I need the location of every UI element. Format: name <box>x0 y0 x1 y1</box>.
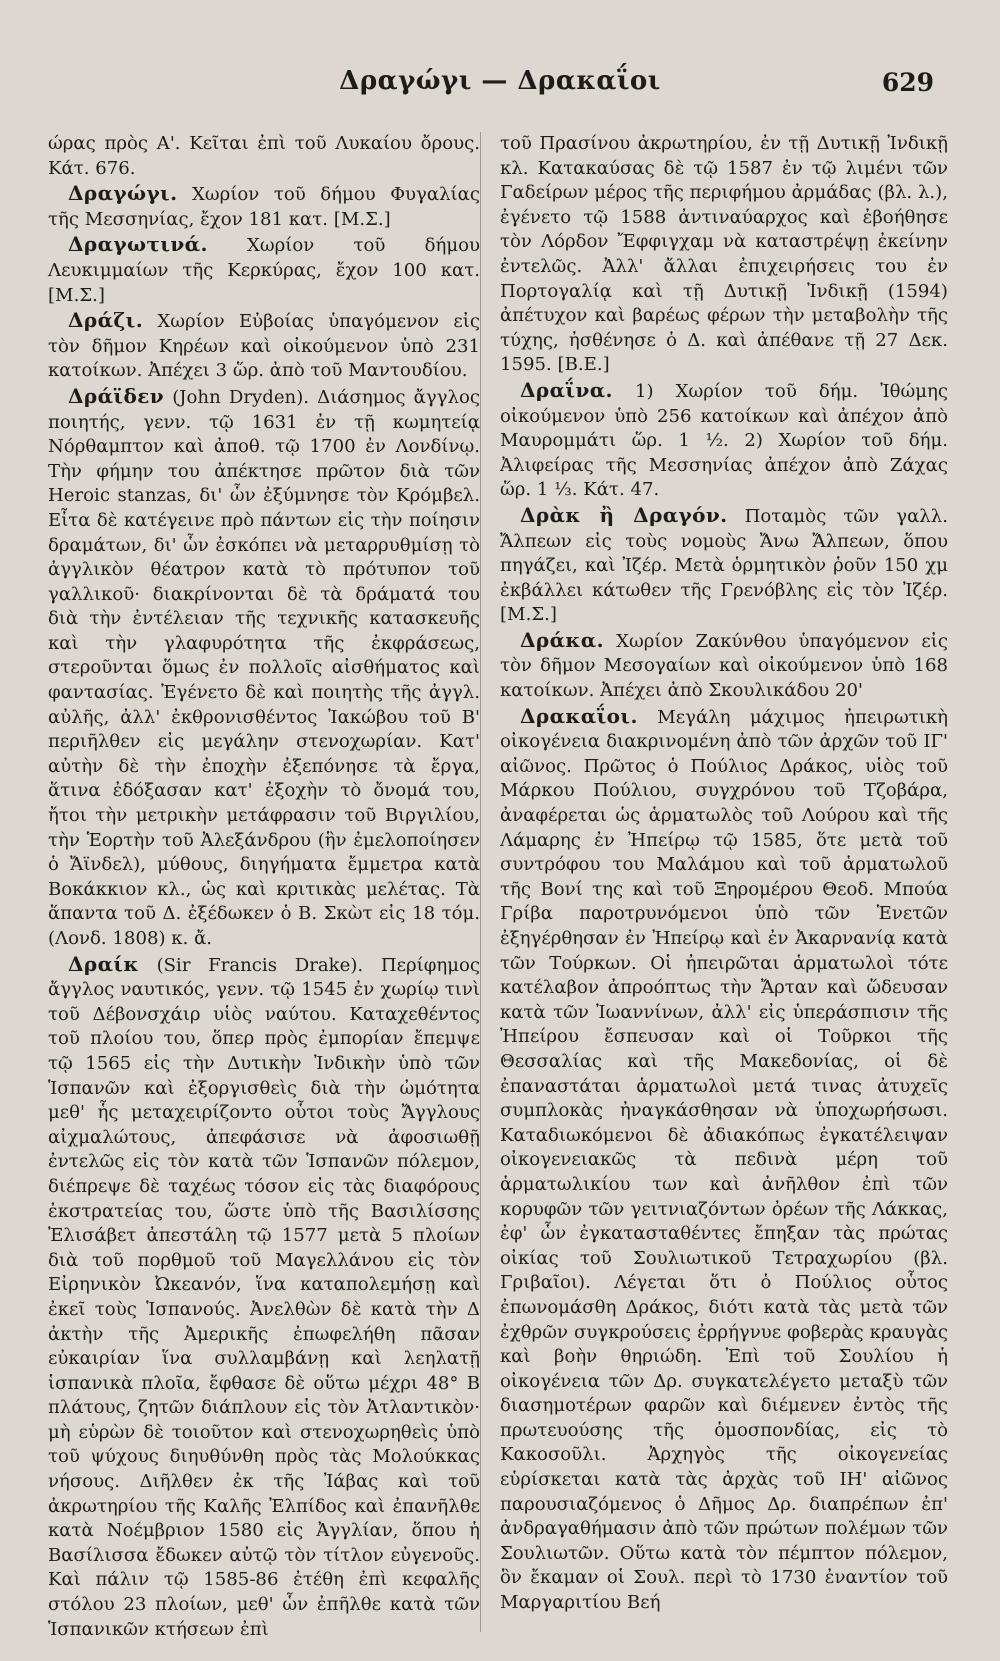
entry-text: 1) Χωρίον τοῦ δήμ. Ἰθώμης οἰκούμενον ὑπὸ 256 κατοίκων καὶ ἀπέχον ἀπὸ Μαυρομμάτι ὥρ. 1 ½. 2) Χωρίον τοῦ δήμ. Ἀλιφείρας τῆς Μεσσηνίας ἀπέχον ἀπὸ Ζάχας ὥρ. 1 ⅓. Κάτ. 47. <box>500 380 948 501</box>
entry <box>48 181 480 232</box>
entry <box>48 384 480 952</box>
page-number: 629 <box>881 68 934 97</box>
entry <box>48 308 480 384</box>
entry-headword: Δράϊδεν <box>68 383 165 408</box>
entry <box>500 704 948 1616</box>
entry <box>500 503 948 628</box>
entry-text: Χωρίον Ζακύνθου ὑπαγόμενον εἰς τὸν δῆμον Μεσογαίων καὶ οἰκούμενον ὑπὸ 168 κατοίκων. Ἀπέχει ἀπὸ Σκουλικάδου 20' <box>500 630 948 702</box>
entry-headword: Δρακαΐοι. <box>520 703 638 728</box>
entry-text: Ποταμὸς τῶν γαλλ. Ἄλπεων εἰς τοὺς νομοὺς Ἄνω Ἄλπεων, ὅπου πηγάζει, καὶ Ἰζέρ. Μετὰ ὁρμητικὸν ῥοῦν 150 χμ ἐκβάλλει κάτωθεν τῆς Γρενόβλης εἰς τὸν Ἰζέρ. [Μ.Σ.] <box>500 505 948 626</box>
entry-text: (Sir Francis Drake). Περίφημος ἄγγλος ναυτικός, γενν. τῷ 1545 ἐν χωρίῳ τινὶ τοῦ Δέβονσχάιρ υἱὸς ναύτου. Καταχεθέντος τοῦ πλοίου του, ὅπερ πρὸς ἐμπορίαν ἔπεμψε τῷ 1565 εἰς τὴν Δυτικὴν Ἰνδικὴν ὑπὸ τῶν Ἱσπανῶν καὶ ἐξοργισθεὶς διὰ τὴν ὠμότητα μεθ' ἧς μεταχειρίζοντο οὗτοι τοὺς Ἄγγλους αἰχμαλώτους, ἀπεφάσισε νὰ ἀφοσιωθῇ ἐντελῶς εἰς τὸν κατὰ τῶν Ἱσπανῶν πόλεμον, διέπρεψε δὲ ταχέως τόσον εἰς τὰς διαφόρους ἐκστρατείας του, ὥστε ὑπὸ τῆς Βασιλίσσης Ἐλισάβετ ἀπεστάλη τῷ 1577 μετὰ 5 πλοίων διὰ τοῦ πορθμοῦ τοῦ Μαγελλάνου εἰς τὸν Εἰρηνικὸν Ὠκεανόν, ἵνα καταπολεμήσῃ καὶ ἐκεῖ τοὺς Ἱσπανούς. Ἀνελθὼν δὲ κατὰ τὴν Δ ἀκτὴν τῆς Ἀμερικῆς ἐπωφελήθη πᾶσαν εὐκαιρίαν ἵνα συλλαμβάνῃ καὶ λεηλατῇ ἱσπανικὰ πλοῖα, ἔφθασε δὲ οὕτω μέχρι 48° Β πλάτους, ζητῶν διάπλουν εἰς τὸν Ἀτλαντικὸν· μὴ εὑρὼν δὲ τοιοῦτον καὶ στενοχωρηθεὶς ὑπὸ τοῦ ψύχους διηυθύνθη πρὸς τὰς Μολούκκας νήσους. Διῆλθεν ἐκ τῆς Ἰάβας καὶ τοῦ ἀκρωτηρίου τῆς Καλῆς Ἐλπίδος καὶ ἐπανῆλθε κατὰ Νοέμβριον 1580 εἰς Ἀγγλίαν, ὅπου ἡ Βασίλισσα ἔδωκεν αὐτῷ τὸν τίτλον εὐγενοῦς. Καὶ πάλιν τῷ 1585-86 ἐτέθη ἐπὶ κεφαλῆς στόλου 23 πλοίων, μεθ' ὧν ἐπῆλθε κατὰ τῶν Ἱσπανικῶν κτήσεων ἐπὶ <box>48 954 480 1640</box>
entry <box>500 628 948 704</box>
entry-headword: Δρὰκ ἢ Δραγόν. <box>520 502 728 527</box>
left-column <box>48 130 480 1642</box>
entry-text: τοῦ Πρασίνου ἀκρωτηρίου, ἐν τῇ Δυτικῇ Ἰνδικῇ κλ. Κατακαύσας δὲ τῷ 1587 ἐν τῷ λιμένι τῶν Γαδείρων μέρος τῆς περιφήμου ἀρμάδας (βλ. λ.), ἐγένετο τῷ 1588 ἀντιναύαρχος καὶ ἐβοήθησε τὸν Λόρδον Ἔφφιγχαμ νὰ καταστρέψῃ ἐκείνην ἐντελῶς. Ἀλλ' ἄλλαι ἐπιχειρήσεις του ἐν Πορτογαλίᾳ καὶ τῇ Δυτικῇ Ἰνδικῇ (1594) ἀπέτυχον καὶ βαρέως φέρων τὴν μεταβολὴν τῆς τύχης, ἠσθένησε ὁ Δ. καὶ ἀπέθανε τῇ 27 Δεκ. 1595. [Β.Ε.] <box>500 133 948 376</box>
entry-headword: Δράζι. <box>68 308 144 333</box>
page-header <box>0 66 1000 106</box>
entry-headword: Δραΐνα. <box>520 377 613 402</box>
entry <box>48 130 480 181</box>
entry <box>500 378 948 503</box>
entry-text: ώρας πρὸς Α'. Κεῖται ἐπὶ τοῦ Λυκαίου ὄρους. Κάτ. 676. <box>48 133 480 179</box>
entry-headword: Δράκα. <box>520 627 604 652</box>
right-column <box>500 130 948 1616</box>
entry-text: Χωρίον τοῦ δήμου Φυγαλίας τῆς Μεσσηνίας, ἔχον 181 κατ. [Μ.Σ.] <box>48 184 480 230</box>
entry-text: Χωρίον Εὐβοίας ὑπαγόμενον εἰς τὸν δῆμον Κηρέων καὶ οἰκούμενον ὑπὸ 231 κατοίκων. Ἀπέχει 3 ὥρ. ἀπὸ τοῦ Μαντουδίου. <box>48 311 480 382</box>
entry-headword: Δραγώγι. <box>68 181 178 206</box>
entry-text: Μεγάλη μάχιμος ἠπειρωτικὴ οἰκογένεια διακρινομένη ἀπὸ τῶν ἀρχῶν τοῦ ΙΓ' αἰῶνος. Πρῶτος ὁ Πούλιος Δράκος, υἱὸς τοῦ Μάρκου Πούλιου, συγχρόνου τοῦ Τζοβάρα, ἀναφέρεται ὡς ἁρματωλὸς τοῦ Λούρου καὶ τῆς Λάμαρης ἐν Ἠπείρῳ τῷ 1585, ὅτε μετὰ τοῦ συντρόφου του Μαλάμου καὶ τοῦ ἁρματωλοῦ τῆς Βονί της καὶ τοῦ Ξηρομέρου Θεοδ. Μπούα Γρίβα παροτρυνόμενοι ὑπὸ τῶν Ἑνετῶν ἐξηγέρθησαν ἐν Ἠπείρῳ καὶ ἐν Ἀκαρνανίᾳ κατὰ τῶν Τούρκων. Οἱ ἠπειρῶται ἁρματωλοὶ τότε κατέλαβον ἀπροόπτως τὴν Ἄρταν καὶ ὥδευσαν κατὰ τῶν Ἰωαννίνων, ἀλλ' εἰς ὑπεράσπισιν τῆς Ἠπείρου ἔσπευσαν καὶ οἱ Τοῦρκοι τῆς Θεσσαλίας καὶ τῆς Μακεδονίας, οἱ δὲ ἐπαναστάται ἁρματωλοὶ μετά τινας ἀτυχεῖς συμπλοκὰς ἠναγκάσθησαν νὰ ὑποχωρήσωσι. Καταδιωκόμενοι δὲ ἀδιακόπως ἐγκατέλειψαν οἰκογενειακῶς τὰ πεδινὰ μέρη τοῦ ἁρματωλικίου των καὶ ἀνῆλθον ἐπὶ τῶν κορυφῶν τῶν γειτνιαζόντων ὀρέων τῆς Λάκκας, ἐφ' ὧν ἐγκατασταθέντες ἔπηξαν τὰς πρώτας οἰκίας τοῦ Σουλιωτικοῦ Τετραχωρίου (βλ. Γριβαῖοι). Λέγεται ὅτι ὁ Πούλιος οὗτος ἐπωνομάσθη Δράκος, διότι κατὰ τὰς μετὰ τῶν ἐχθρῶν συγκρούσεις ἐρρήγνυε φοβερὰς κραυγὰς καὶ βοὴν θηριώδη. Ἐπὶ τοῦ Σουλίου ἡ οἰκογένεια τῶν Δρ. συγκατελέγετο μεταξὺ τῶν διασημοτέρων φαρῶν καὶ διέμενεν ἐντὸς τῆς πρωτευούσης τῆς ὁμοσπονδίας, εἰς τὸ Κακοσοῦλι. Ἀρχηγὸς τῆς οἰκογενείας εὑρίσκεται κατὰ τὰς ἀρχὰς τοῦ ΙΗ' αἰῶνος παρουσιαζόμενος ὁ Δῆμος Δρ. διαπρέπων ἐπ' ἀνδραγαθήμασιν ἀπὸ τῶν πρώτων πολέμων τῶν Σουλιωτῶν. Οὕτω κατὰ τὸν πέμπτον πόλεμον, ὃν ἔκαμαν οἱ Σουλ. περὶ τὸ 1730 ἐναντίον τοῦ Μαργαριτίου Βεή <box>500 706 948 1614</box>
running-head: Δραγώγι — Δρακαΐοι <box>339 66 661 96</box>
entry <box>500 130 948 378</box>
entry <box>48 232 480 308</box>
column-divider <box>480 132 481 1632</box>
entry <box>48 952 480 1643</box>
entry-headword: Δραγωτινά. <box>68 232 208 257</box>
entry-text: Χωρίον τοῦ δήμου Λευκιμμαίων τῆς Κερκύρας, ἔχον 100 κατ. [Μ.Σ.] <box>48 235 480 306</box>
entry-headword: Δραίκ <box>68 951 139 976</box>
entry-text: (John Dryden). Διάσημος ἄγγλος ποιητής, γενν. τῷ 1631 ἐν τῇ κωμητείᾳ Νόρθαμπτον καὶ ἀποθ. τῷ 1700 ἐν Λονδίνῳ. Τὴν φήμην του ἀπέκτησε πρῶτον διὰ τῶν Heroic stanzas, δι' ὧν ἐξύμνησε τὸν Κρόμβελ. Εἶτα δὲ κατέγεινε πρὸ πάντων εἰς τὴν ποίησιν δραμάτων, δι' ὧν ἐσκόπει νὰ μεταρρυθμίσῃ τὸ ἀγγλικὸν θέατρον κατὰ τὸ πρότυπον τοῦ γαλλικοῦ· διακρίνονται δὲ τὰ δράματά του διὰ τὴν ἐντέλειαν τῆς τεχνικῆς κατασκευῆς καὶ τὴν γλαφυρότητα τῆς ἐκφράσεως, στεροῦνται ὅμως ἐν πολλοῖς αἰσθήματος καὶ φαντασίας. Ἐγένετο δὲ καὶ ποιητὴς τῆς ἀγγλ. αὐλῆς, ἀλλ' ἐκθρονισθέντος Ἰακώβου τοῦ Β' περιῆλθεν εἰς μεγάλην στενοχωρίαν. Κατ' αὐτὴν δὲ τὴν ἐποχὴν ἐξεπόνησε τὰ ἔργα, ἅτινα ἐδόξασαν κατ' ἐξοχὴν τὸ ὄνομά του, ἤτοι τὴν μετρικὴν μετάφρασιν τοῦ Βιργιλίου, τὴν Ἑορτὴν τοῦ Ἀλεξάνδρου (ἣν ἐμελοποίησεν ὁ Ἄϊνδελ), μύθους, διηγήματα ἔμμετρα κατὰ Βοκάκκιον κλ., ὡς καὶ κριτικὰς μελέτας. Τὰ ἅπαντα τοῦ Δ. ἐξέδωκεν ὁ Β. Σκὼτ εἰς 18 τόμ. (Λονδ. 1808) κ. ἄ. <box>48 386 480 949</box>
